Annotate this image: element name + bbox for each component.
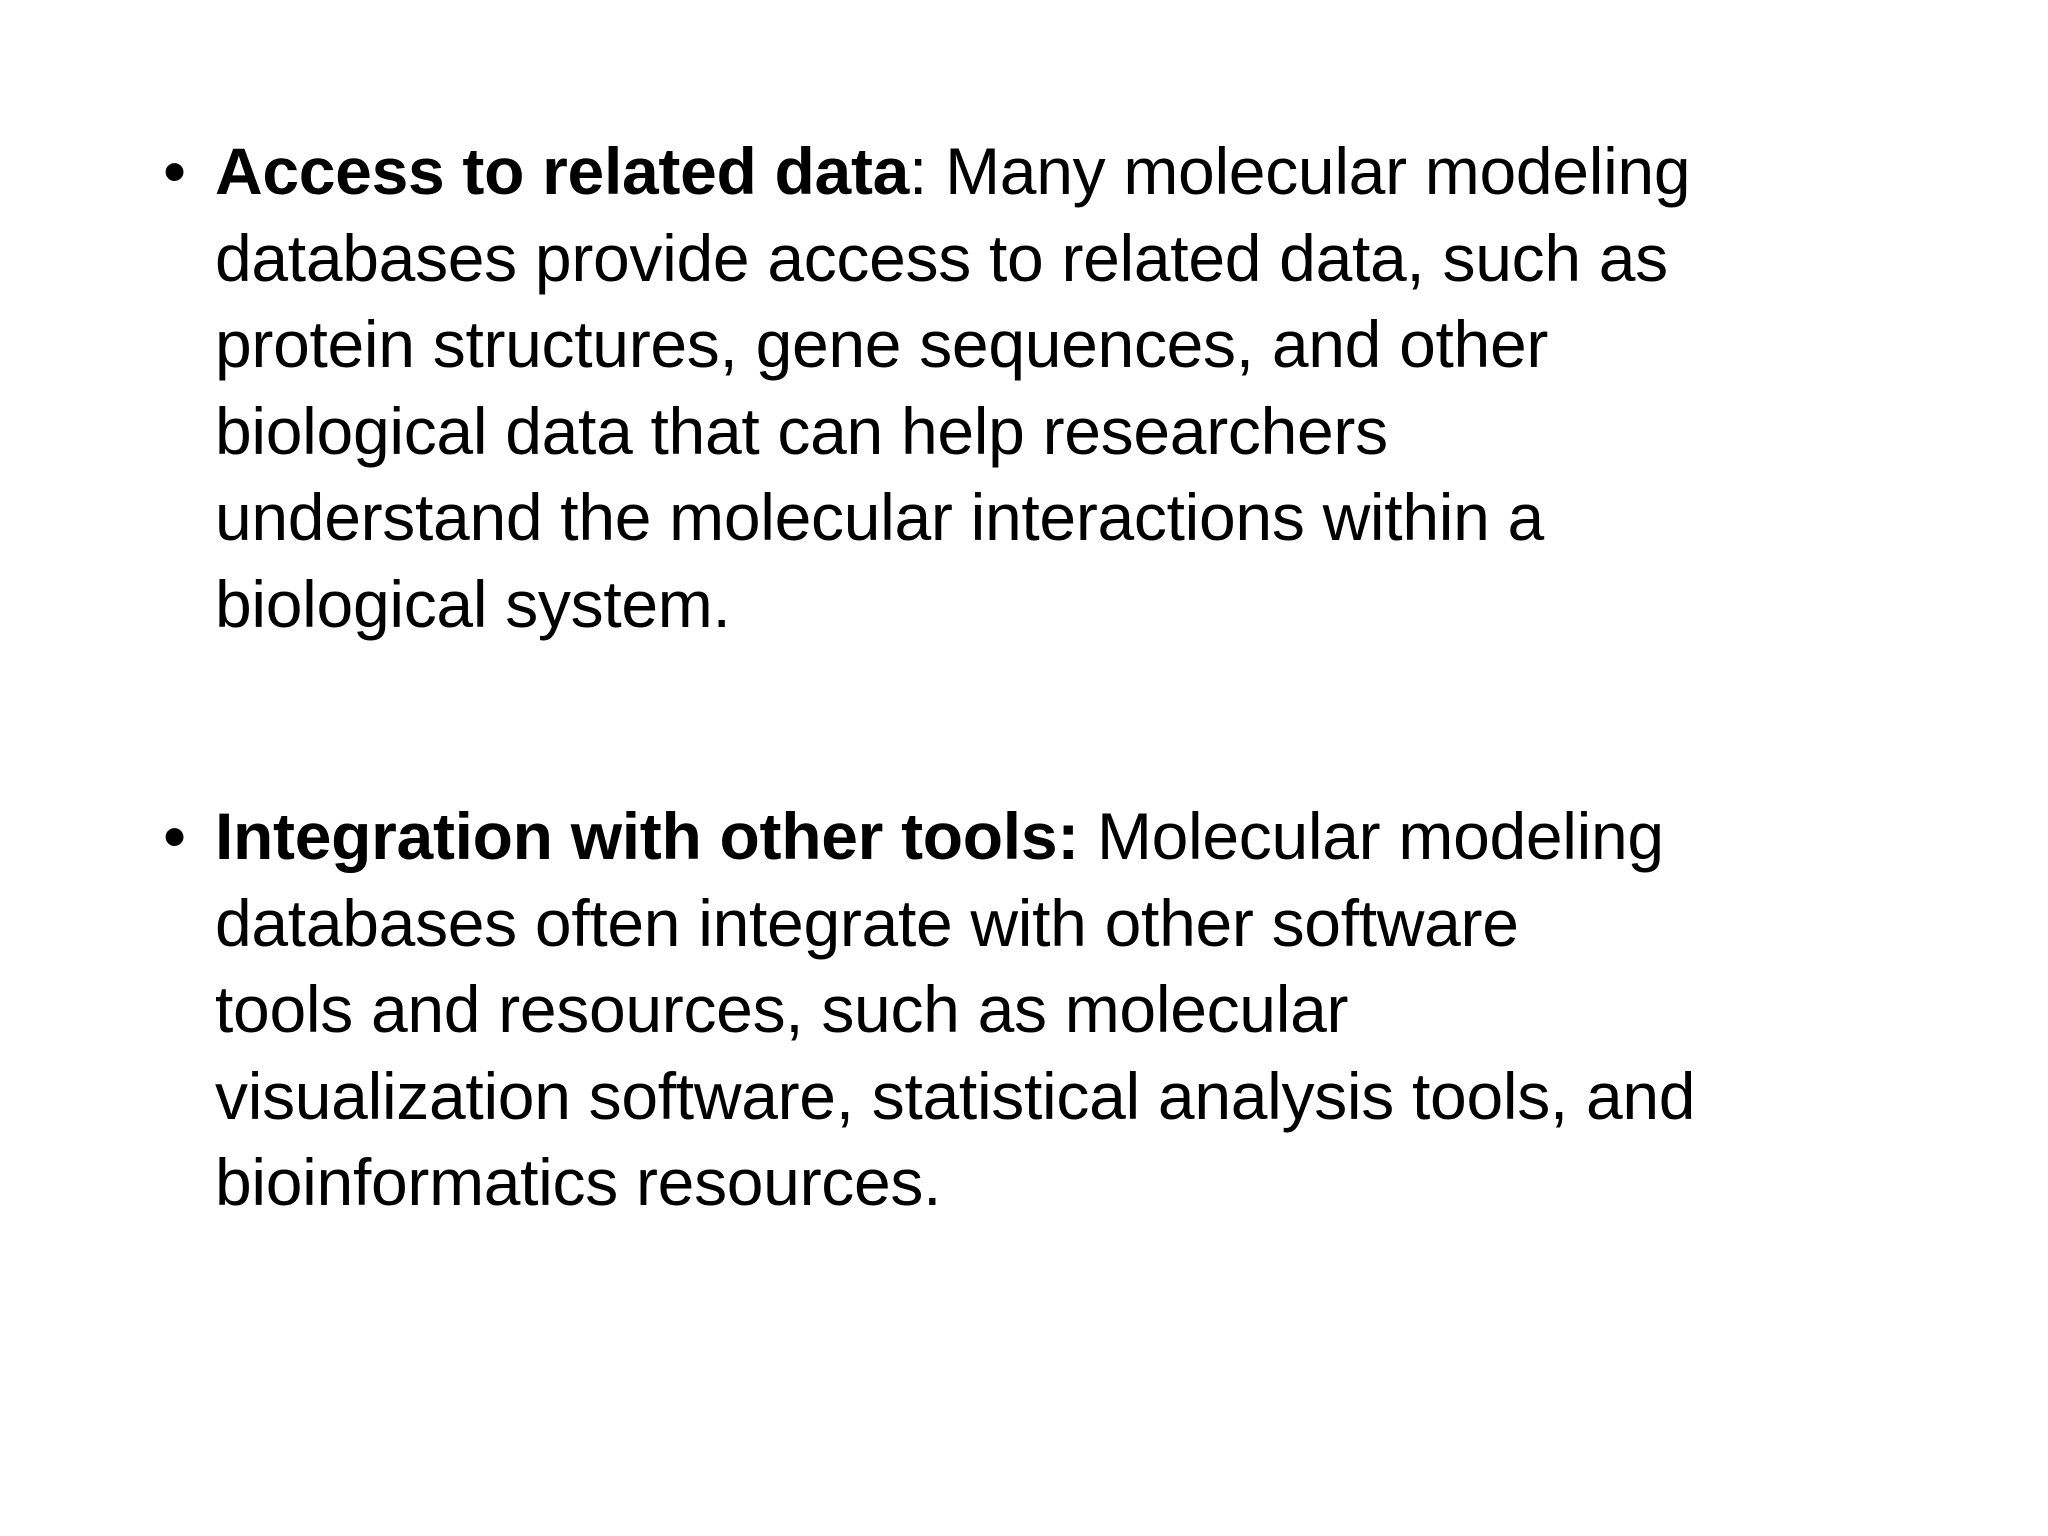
bullet-text-line: protein structures, gene sequences, and other bbox=[215, 307, 1549, 381]
bullet-access-to-related-data bbox=[163, 128, 1903, 647]
bullet-text-line: biological data that can help researchers bbox=[215, 393, 1388, 468]
bullet-text-line: databases often integrate with other software bbox=[215, 885, 1519, 960]
bullet-text-line: Molecular modeling bbox=[1078, 799, 1664, 873]
bullet-text-line: tools and resources, such as molecular bbox=[215, 972, 1349, 1046]
bullet-icon: • bbox=[163, 134, 186, 208]
bullet-text-line: visualization software, statistical analysis tools, and bbox=[215, 1058, 1696, 1133]
bullet-first-line bbox=[215, 128, 1903, 215]
bullet-separator: : bbox=[909, 134, 928, 208]
bullet-text-line: bioinformatics resources. bbox=[215, 1145, 942, 1219]
bullet-integration-with-other-tools bbox=[163, 793, 1903, 1226]
bullet-text-line: biological system. bbox=[215, 566, 731, 641]
bullet-icon: • bbox=[163, 799, 186, 873]
bullet-text-line: databases provide access to related data, such as bbox=[215, 220, 1668, 295]
bullet-first-line bbox=[215, 793, 1903, 880]
bullet-term: Access to related data bbox=[215, 134, 910, 208]
bullet-text-line: Many molecular modeling bbox=[927, 134, 1691, 208]
bullet-term: Integration with other tools: bbox=[215, 799, 1079, 873]
bullet-list bbox=[163, 128, 1903, 1226]
bullet-text-line: understand the molecular interactions within a bbox=[215, 480, 1544, 554]
